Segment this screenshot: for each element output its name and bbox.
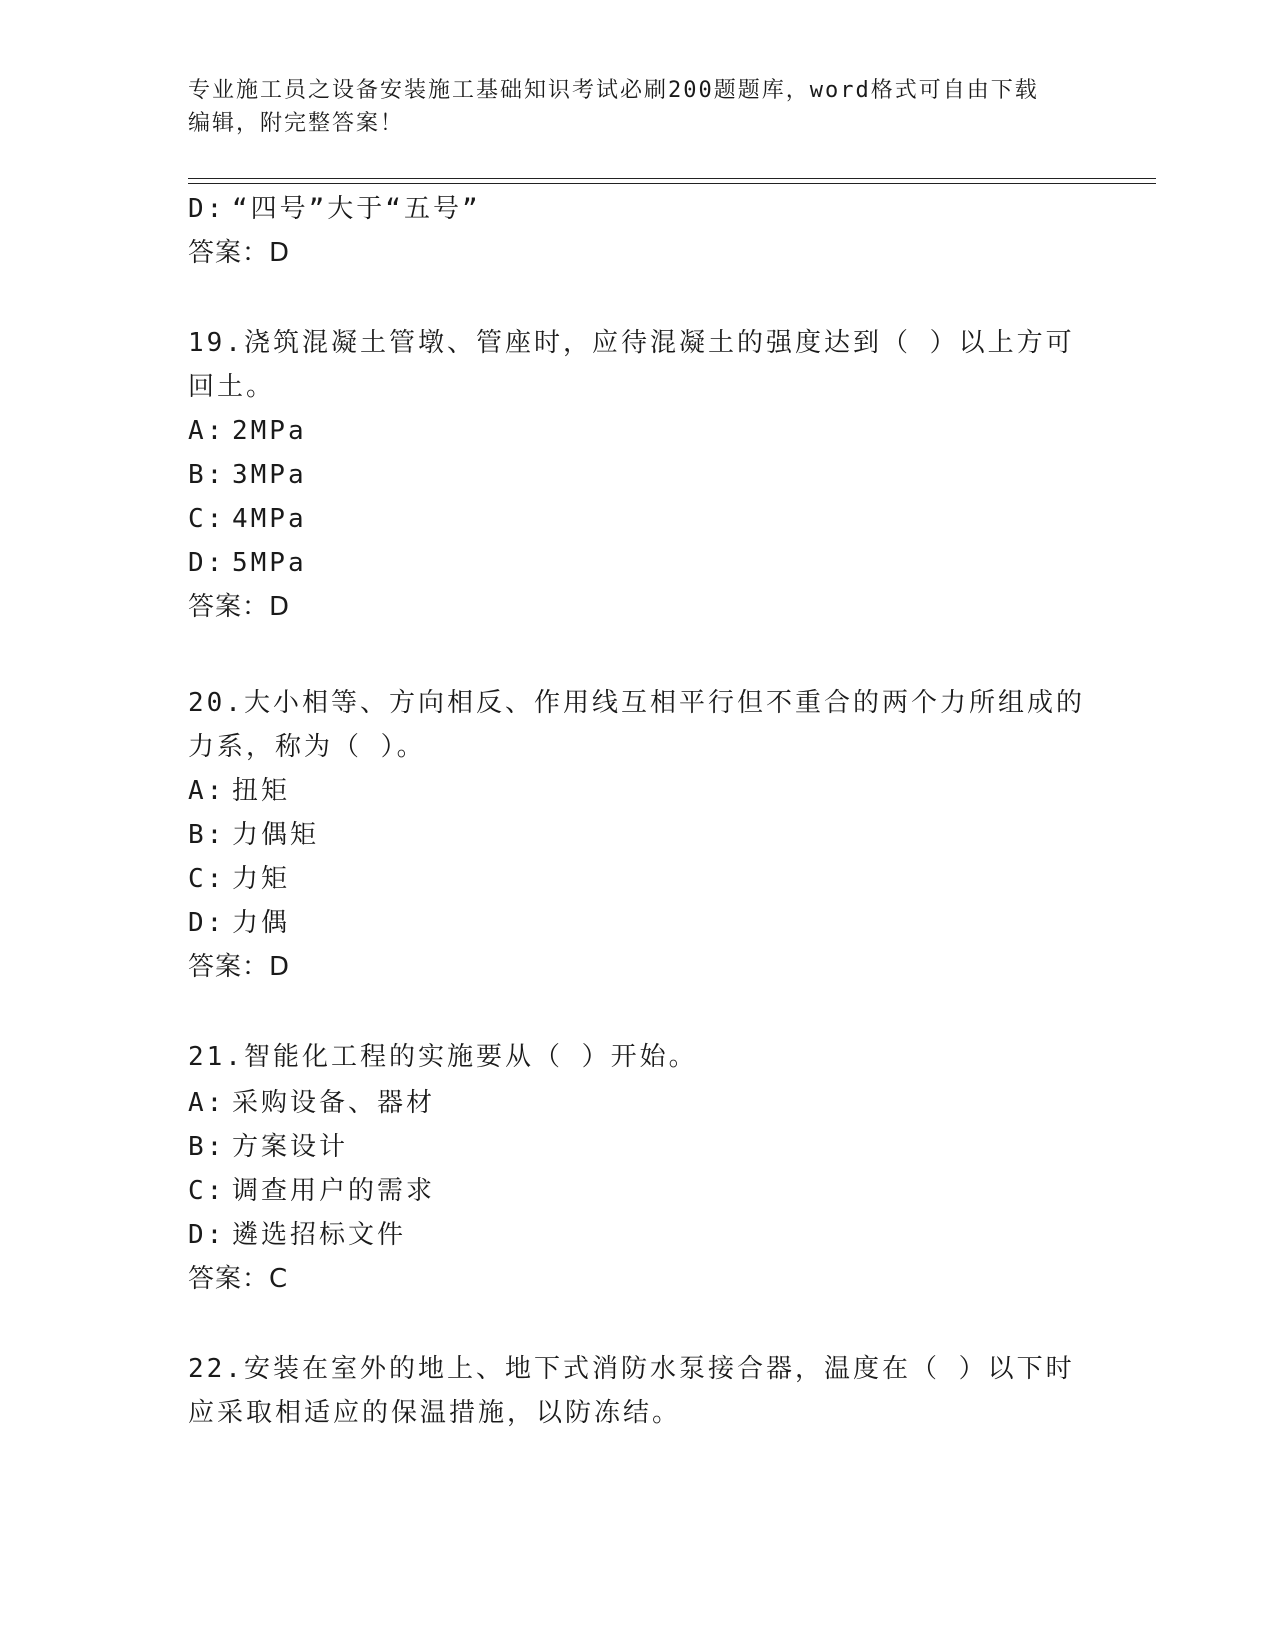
q20-option-a: A: 扭矩 <box>188 776 291 806</box>
q21-option-a: A: 采购设备、器材 <box>188 1088 436 1118</box>
q18-option-d: D: “四号”大于“五号” <box>188 194 481 224</box>
q19-option-b: B: 3MPa <box>188 460 307 490</box>
q22-number: 22. <box>188 1354 244 1384</box>
header-line-2: 编辑，附完整答案！ <box>188 111 405 136</box>
q18-answer: 答案：D <box>188 238 291 268</box>
q22-stem-line-1: 22.安装在室外的地上、地下式消防水泵接合器，温度在（ ）以下时 <box>188 1354 1075 1384</box>
q19-option-d: D: 5MPa <box>188 548 307 578</box>
q20-number: 20. <box>188 688 244 718</box>
q21-stem-line-1: 21.智能化工程的实施要从（ ）开始。 <box>188 1042 698 1072</box>
q20-option-c: C: 力矩 <box>188 864 291 894</box>
q20-option-d: D: 力偶 <box>188 908 291 938</box>
q20-stem-line-1: 20.大小相等、方向相反、作用线互相平行但不重合的两个力所组成的 <box>188 688 1085 718</box>
q19-stem-line-1: 19.浇筑混凝土管墩、管座时，应待混凝土的强度达到（ ）以上方可 <box>188 328 1075 358</box>
q21-option-d: D: 遴选招标文件 <box>188 1220 407 1250</box>
q20-stem-line-2: 力系，称为（ ）。 <box>188 732 426 762</box>
q20-answer: 答案：D <box>188 952 291 982</box>
q21-option-c: C: 调查用户的需求 <box>188 1176 436 1206</box>
q20-option-b: B: 力偶矩 <box>188 820 320 850</box>
q19-stem-line-2: 回土。 <box>188 372 276 402</box>
q19-answer: 答案：D <box>188 592 291 622</box>
q19-option-a: A: 2MPa <box>188 416 307 446</box>
header-line-1: 专业施工员之设备安装施工基础知识考试必刷200题题库，word格式可自由下载 <box>188 78 1039 103</box>
document-header <box>188 74 1088 140</box>
q19-option-c: C: 4MPa <box>188 504 307 534</box>
q22-stem-line-2: 应采取相适应的保温措施，以防冻结。 <box>188 1398 682 1428</box>
q21-number: 21. <box>188 1042 244 1072</box>
q21-answer: 答案：C <box>188 1264 289 1294</box>
header-divider-bottom <box>188 183 1156 184</box>
q21-option-b: B: 方案设计 <box>188 1132 349 1162</box>
q19-number: 19. <box>188 328 244 358</box>
header-divider-top <box>188 178 1156 179</box>
